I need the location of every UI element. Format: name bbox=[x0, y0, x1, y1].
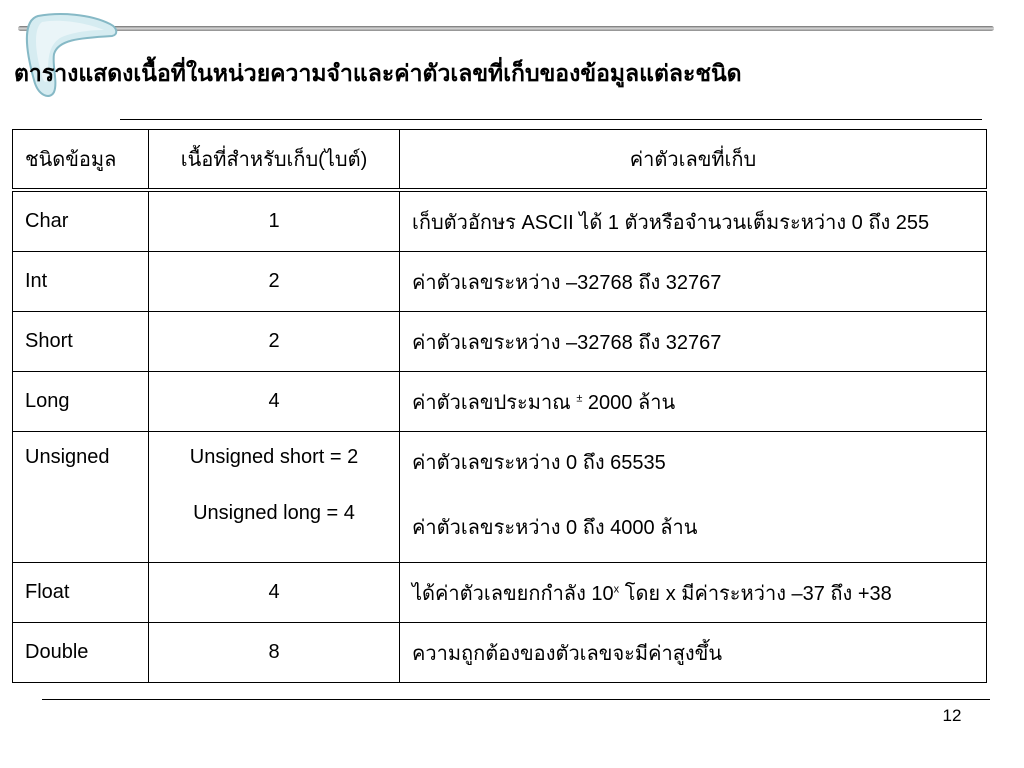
cell-type: Float bbox=[13, 563, 149, 623]
table-row-char bbox=[13, 190, 987, 252]
cell-type: Unsigned bbox=[13, 432, 149, 563]
header-data-type: ชนิดข้อมูล bbox=[13, 130, 149, 191]
cell-size: 2 bbox=[149, 312, 400, 372]
range-suffix: โดย x มีค่าระหว่าง –37 ถึง +38 bbox=[624, 582, 892, 605]
cell-range: ค่าตัวเลขระหว่าง –32768 ถึง 32767 bbox=[400, 252, 987, 312]
cell-range: ความถูกต้องของตัวเลขจะมีค่าสูงขึ้น bbox=[400, 623, 987, 683]
cell-size: 4 bbox=[149, 372, 400, 432]
footer-rule bbox=[42, 699, 990, 700]
cell-size: 4 bbox=[149, 563, 400, 623]
cell-size bbox=[149, 432, 400, 563]
plus-minus-symbol: ± bbox=[576, 391, 583, 404]
cell-type: Int bbox=[13, 252, 149, 312]
slide-title: ตารางแสดงเนื้อที่ในหน่วยความจำและค่าตัวเลขที่เก็บของข้อมูลแต่ละชนิด bbox=[14, 61, 742, 87]
cell-range: ค่าตัวเลขระหว่าง –32768 ถึง 32767 bbox=[400, 312, 987, 372]
table-row-float bbox=[13, 563, 987, 623]
cell-type: Char bbox=[13, 190, 149, 252]
top-decorative-rule bbox=[18, 26, 994, 31]
page-number: 12 bbox=[942, 706, 962, 725]
table-row-long bbox=[13, 372, 987, 432]
size-line-long: Unsigned long = 4 bbox=[193, 502, 355, 524]
range-line-short: ค่าตัวเลขระหว่าง 0 ถึง 65535 bbox=[412, 452, 666, 474]
cell-range bbox=[400, 432, 987, 563]
cell-size: 2 bbox=[149, 252, 400, 312]
exponent: x bbox=[613, 582, 620, 595]
cell-range bbox=[400, 372, 987, 432]
header-value-range: ค่าตัวเลขที่เก็บ bbox=[400, 130, 987, 191]
table-row-unsigned bbox=[13, 432, 987, 563]
cell-size: 8 bbox=[149, 623, 400, 683]
data-type-table bbox=[12, 129, 987, 683]
cell-type: Long bbox=[13, 372, 149, 432]
size-line-short: Unsigned short = 2 bbox=[189, 446, 359, 468]
range-suffix: 2000 ล้าน bbox=[587, 391, 676, 414]
range-prefix: ค่าตัวเลขประมาณ bbox=[412, 391, 571, 414]
range-line-long: ค่าตัวเลขระหว่าง 0 ถึง 4000 ล้าน bbox=[412, 517, 698, 539]
cell-type: Short bbox=[13, 312, 149, 372]
table-row-int bbox=[13, 252, 987, 312]
header-storage-size: เนื้อที่สำหรับเก็บ(ไบต์) bbox=[149, 130, 400, 191]
cell-range: เก็บตัวอักษร ASCII ได้ 1 ตัวหรือจำนวนเต็มระหว่าง 0 ถึง 255 bbox=[400, 190, 987, 252]
cell-type: Double bbox=[13, 623, 149, 683]
cell-size: 1 bbox=[149, 190, 400, 252]
title-underline bbox=[120, 119, 982, 120]
table-header-row bbox=[13, 130, 987, 191]
table-row-double bbox=[13, 623, 987, 683]
range-prefix: ได้ค่าตัวเลขยกกำลัง 10 bbox=[412, 582, 614, 605]
cell-range bbox=[400, 563, 987, 623]
table-row-short bbox=[13, 312, 987, 372]
